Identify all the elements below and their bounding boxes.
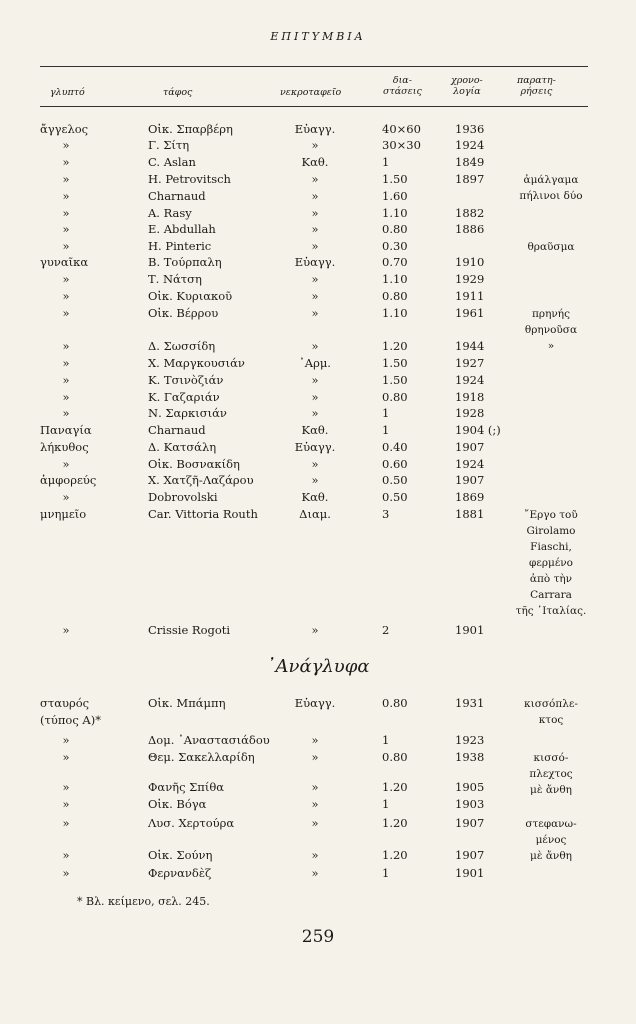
cemetery-name: » xyxy=(311,239,319,253)
relief-row xyxy=(0,780,636,796)
sculpture-row xyxy=(0,155,636,171)
sculpture-type-text: » xyxy=(62,189,70,203)
cemetery-name: » xyxy=(311,623,319,637)
remark-line: Girolamo xyxy=(526,525,576,537)
grave-name: Κ. Τσινὸζιάν xyxy=(148,373,224,387)
grave-name: Οἰκ. Βόγα xyxy=(148,797,207,811)
remark-line: πήλινοι δύο xyxy=(519,190,583,202)
cemetery-name: » xyxy=(311,866,319,880)
grave-name: Οἰκ. Βοσνακίδη xyxy=(148,457,240,471)
dimensions-value: 1 xyxy=(382,423,390,437)
cemetery-name: » xyxy=(311,306,319,320)
sculpture-type xyxy=(40,623,92,637)
sculpture-type xyxy=(40,780,92,794)
sculpture-type-text: » xyxy=(62,289,70,303)
dimensions-value: 2 xyxy=(382,623,390,637)
date-value: 1924 xyxy=(455,373,485,387)
grave-name: Χ. Μαργκουσιάν xyxy=(148,356,245,370)
grave-name: Λυσ. Χερτούρα xyxy=(148,816,235,830)
section-title-reliefs: ᾿Ανάγλυφα xyxy=(266,656,370,677)
remark-line: τῆς ᾿Ιταλίας. xyxy=(515,605,587,617)
sculpture-type xyxy=(40,272,92,286)
date-value: 1886 xyxy=(455,222,485,236)
cemetery-name: Εὐαγγ. xyxy=(294,696,336,710)
grave-name: Τ. Νάτση xyxy=(148,272,202,286)
dimensions-value: 40×60 xyxy=(382,122,421,136)
dimensions-value: 1.10 xyxy=(382,306,408,320)
date-value: 1924 xyxy=(455,457,485,471)
grave-name: Φανῆς Σπίθα xyxy=(148,780,225,794)
sculpture-type-text: σταυρός xyxy=(40,696,90,710)
dimensions-value: 1 xyxy=(382,155,390,169)
grave-name: Οἰκ. Βέρρου xyxy=(148,306,219,320)
date-value: 1903 xyxy=(455,797,485,811)
grave-name: Οἰκ. Σπαρβέρη xyxy=(148,122,233,136)
sculpture-row xyxy=(0,255,636,271)
cemetery-name: Καθ. xyxy=(301,423,329,437)
dimensions-value: 1 xyxy=(382,733,390,747)
header-remarks-line2: ρήσεις xyxy=(520,86,553,97)
cemetery-name: » xyxy=(311,339,319,353)
sculpture-type xyxy=(40,473,118,487)
cemetery-name: » xyxy=(311,733,319,747)
sculpture-type xyxy=(40,206,92,220)
remark-line: » xyxy=(547,340,555,352)
sculpture-type-text: » xyxy=(62,155,70,169)
sculpture-row xyxy=(0,473,636,489)
relief-row xyxy=(0,733,636,749)
date-value: 1901 xyxy=(455,623,485,637)
sculpture-row xyxy=(0,206,636,222)
sculpture-type xyxy=(40,406,92,420)
sculpture-type-text: » xyxy=(62,222,70,236)
running-head: ΕΠΙΤΥΜΒΙΑ xyxy=(270,30,366,43)
sculpture-type-text: » xyxy=(62,406,70,420)
header-dimensions xyxy=(383,75,422,97)
sculpture-row xyxy=(0,623,636,639)
sculpture-type xyxy=(40,750,92,764)
sculpture-type xyxy=(40,457,92,471)
dimensions-value: 0.80 xyxy=(382,222,408,236)
sculpture-type-text: » xyxy=(62,390,70,404)
header-chronology xyxy=(451,75,483,97)
header-dimensions-line1: δια- xyxy=(392,75,412,86)
cemetery-name: » xyxy=(311,138,319,152)
sculpture-row xyxy=(0,390,636,406)
sculpture-type xyxy=(40,816,92,830)
sculpture-type-text: » xyxy=(62,172,70,186)
sculpture-type-text: » xyxy=(62,848,70,862)
remark-line: στεφανω- xyxy=(525,818,577,830)
header-top-rule xyxy=(40,66,588,67)
date-value: 1897 xyxy=(455,172,485,186)
grave-name: Β. Τούρπαλη xyxy=(148,255,222,269)
sculpture-row xyxy=(0,239,636,255)
dimensions-value: 1 xyxy=(382,866,390,880)
date-value: 1936 xyxy=(455,122,485,136)
remark-line: φερμένο xyxy=(529,557,573,569)
remark-line: κισσό- xyxy=(533,752,569,764)
sculpture-type-text: » xyxy=(62,206,70,220)
date-value: 1905 xyxy=(455,780,485,794)
dimensions-value: 1.20 xyxy=(382,816,408,830)
sculpture-row xyxy=(0,138,636,154)
date-value: 1961 xyxy=(455,306,485,320)
header-grave: τάφος xyxy=(163,87,193,98)
remark-line: Fiaschi, xyxy=(530,541,572,553)
date-value: 1931 xyxy=(455,696,485,710)
remarks xyxy=(508,507,594,619)
sculpture-type-text: » xyxy=(62,816,70,830)
sculpture-type-text: » xyxy=(62,306,70,320)
date-value: 1907 xyxy=(455,848,485,862)
dimensions-value: 0.80 xyxy=(382,289,408,303)
sculpture-row xyxy=(0,289,636,305)
sculpture-type-text: Παναγία xyxy=(40,423,92,437)
date-value: 1928 xyxy=(455,406,485,420)
date-value: 1924 xyxy=(455,138,485,152)
dimensions-value: 0.30 xyxy=(382,239,408,253)
sculpture-type-text: γυναῖκα xyxy=(40,255,89,269)
sculpture-row xyxy=(0,507,636,617)
remark-line: Carrara xyxy=(530,589,572,601)
cemetery-name: Εὐαγγ. xyxy=(294,440,336,454)
sculpture-type xyxy=(40,239,92,253)
sculpture-type-text: » xyxy=(62,866,70,880)
relief-row xyxy=(0,696,636,727)
remark-line: μένος xyxy=(535,834,567,846)
sculpture-type-text: » xyxy=(62,750,70,764)
page-number: 259 xyxy=(301,927,335,947)
relief-row xyxy=(0,848,636,864)
sculpture-type xyxy=(40,172,92,186)
header-chronology-line2: λογία xyxy=(453,86,481,97)
cemetery-name: » xyxy=(311,848,319,862)
dimensions-value: 1.60 xyxy=(382,189,408,203)
remark-line: ἀπὸ τὴν xyxy=(529,573,573,585)
dimensions-value: 0.70 xyxy=(382,255,408,269)
date-value: 1918 xyxy=(455,390,485,404)
header-cemetery: νεκροταφεῖο xyxy=(280,87,342,98)
dimensions-value: 1.10 xyxy=(382,272,408,286)
sculpture-type-text: » xyxy=(62,373,70,387)
sculpture-row xyxy=(0,423,636,439)
grave-name: A. Rasy xyxy=(148,206,192,220)
date-value: 1882 xyxy=(455,206,485,220)
cemetery-name: Καθ. xyxy=(301,490,329,504)
grave-name: Θεμ. Σακελλαρίδη xyxy=(148,750,255,764)
sculpture-type-text: λήκυθος xyxy=(40,440,89,454)
sculpture-type-text: » xyxy=(62,138,70,152)
date-value: 1923 xyxy=(455,733,485,747)
grave-name: Δ. Κατσάλη xyxy=(148,440,217,454)
sculpture-type-text: » xyxy=(62,239,70,253)
sculpture-type xyxy=(40,490,92,504)
date-value: 1929 xyxy=(455,272,485,286)
grave-name: C. Aslan xyxy=(148,155,196,169)
sculpture-row xyxy=(0,490,636,506)
dimensions-value: 0.50 xyxy=(382,473,408,487)
grave-name: E. Abdullah xyxy=(148,222,216,236)
remarks xyxy=(508,239,594,255)
dimensions-value: 0.60 xyxy=(382,457,408,471)
sculpture-type-text: ἄγγελος xyxy=(40,122,89,136)
sculpture-type-text: » xyxy=(62,490,70,504)
footnote: * Βλ. κείμενο, σελ. 245. xyxy=(77,895,210,908)
sculpture-row xyxy=(0,189,636,205)
remark-line: θρηνοῦσα xyxy=(524,324,578,336)
sculpture-type xyxy=(40,696,118,730)
grave-name: Ν. Σαρκισιάν xyxy=(148,406,227,420)
date-value: 1910 xyxy=(455,255,485,269)
sculpture-type-text: » xyxy=(62,733,70,747)
grave-name: Crissie Rogoti xyxy=(148,623,231,637)
dimensions-value: 1.50 xyxy=(382,356,408,370)
date-value: 1869 xyxy=(455,490,485,504)
dimensions-value: 1.50 xyxy=(382,172,408,186)
dimensions-value: 1.10 xyxy=(382,206,408,220)
cemetery-name: » xyxy=(311,206,319,220)
date-value: 1904 (;) xyxy=(455,423,501,437)
sculpture-row xyxy=(0,406,636,422)
sculpture-type xyxy=(40,733,92,747)
dimensions-value: 1 xyxy=(382,406,390,420)
sculpture-type xyxy=(40,848,92,862)
remark-line: κτος xyxy=(538,714,564,726)
date-value: 1911 xyxy=(455,289,485,303)
remark-line: πλεχτος xyxy=(529,768,573,780)
cemetery-name: » xyxy=(311,222,319,236)
dimensions-value: 1.20 xyxy=(382,848,408,862)
header-remarks-line1: παρατη- xyxy=(517,75,556,86)
sculpture-type-subtext: (τύπος Α)* xyxy=(40,713,101,727)
dimensions-value: 0.80 xyxy=(382,390,408,404)
cemetery-name: ᾿Αρμ. xyxy=(299,356,331,370)
sculpture-type xyxy=(40,797,92,811)
sculpture-type-text: » xyxy=(62,356,70,370)
dimensions-value: 1.20 xyxy=(382,780,408,794)
sculpture-row xyxy=(0,339,636,355)
sculpture-type xyxy=(40,440,118,454)
sculpture-type xyxy=(40,356,92,370)
dimensions-value: 0.40 xyxy=(382,440,408,454)
sculpture-type xyxy=(40,306,92,320)
grave-name: Οἰκ. Σούνη xyxy=(148,848,213,862)
sculpture-type xyxy=(40,255,118,269)
sculpture-type-text: » xyxy=(62,797,70,811)
sculpture-row xyxy=(0,122,636,138)
cemetery-name: » xyxy=(311,390,319,404)
grave-name: H. Petrovitsch xyxy=(148,172,231,186)
sculpture-type xyxy=(40,339,92,353)
cemetery-name: » xyxy=(311,797,319,811)
date-value: 1907 xyxy=(455,440,485,454)
sculpture-type xyxy=(40,155,92,169)
grave-name: Δομ. ᾿Αναστασιάδου xyxy=(148,733,270,747)
sculpture-type xyxy=(40,423,118,437)
cemetery-name: » xyxy=(311,373,319,387)
date-value: 1938 xyxy=(455,750,485,764)
cemetery-name: Εὐαγγ. xyxy=(294,255,336,269)
cemetery-name: » xyxy=(311,189,319,203)
dimensions-value: 1.50 xyxy=(382,373,408,387)
header-bottom-rule xyxy=(40,106,588,107)
date-value: 1944 xyxy=(455,339,485,353)
sculpture-type xyxy=(40,373,92,387)
date-value: 1907 xyxy=(455,473,485,487)
cemetery-name: » xyxy=(311,272,319,286)
relief-row xyxy=(0,866,636,882)
cemetery-name: Καθ. xyxy=(301,155,329,169)
date-value: 1881 xyxy=(455,507,485,521)
cemetery-name: Διαμ. xyxy=(299,507,331,521)
remark-line: θραῦσμα xyxy=(527,241,575,253)
sculpture-type xyxy=(40,390,92,404)
header-remarks xyxy=(517,75,556,97)
cemetery-name: » xyxy=(311,172,319,186)
dimensions-value: 0.80 xyxy=(382,696,408,710)
dimensions-value: 3 xyxy=(382,507,390,521)
remark-line: ῎Εργο τοῦ xyxy=(524,509,578,521)
remark-line: κισσόπλε- xyxy=(524,698,578,710)
grave-name: Dobrovolski xyxy=(148,490,218,504)
sculpture-row xyxy=(0,457,636,473)
grave-name: Car. Vittoria Routh xyxy=(148,507,258,521)
remark-line: μὲ ἄνθη xyxy=(530,784,572,796)
remark-line: πρηνής xyxy=(532,308,570,320)
remark-line: μὲ ἄνθη xyxy=(530,850,572,862)
grave-name: Χ. Χατζῆ-Λαζάρου xyxy=(148,473,254,487)
dimensions-value: 0.50 xyxy=(382,490,408,504)
grave-name: Οἰκ. Κυριακοῦ xyxy=(148,289,233,303)
cemetery-name: » xyxy=(311,457,319,471)
sculpture-type xyxy=(40,289,92,303)
cemetery-name: Εὐαγγ. xyxy=(294,122,336,136)
relief-row xyxy=(0,797,636,813)
sculpture-type xyxy=(40,189,92,203)
dimensions-value: 30×30 xyxy=(382,138,421,152)
cemetery-name: » xyxy=(311,289,319,303)
sculpture-type-text: » xyxy=(62,272,70,286)
sculpture-row xyxy=(0,373,636,389)
remark-line: ἀμάλγαμα xyxy=(523,174,579,186)
date-value: 1849 xyxy=(455,155,485,169)
header-chronology-line1: χρονο- xyxy=(451,75,483,86)
sculpture-row xyxy=(0,272,636,288)
sculpture-type xyxy=(40,507,118,521)
grave-name: Φερνανδὲζ xyxy=(148,866,212,880)
grave-name: H. Pinteric xyxy=(148,239,212,253)
dimensions-value: 0.80 xyxy=(382,750,408,764)
sculpture-type-text: ἀμφορεύς xyxy=(40,473,97,487)
sculpture-type xyxy=(40,222,92,236)
remarks xyxy=(508,696,594,728)
date-value: 1927 xyxy=(455,356,485,370)
sculpture-row xyxy=(0,356,636,372)
sculpture-type-text: μνημεῖο xyxy=(40,507,87,521)
sculpture-type-text: » xyxy=(62,339,70,353)
date-value: 1907 xyxy=(455,816,485,830)
cemetery-name: » xyxy=(311,406,319,420)
sculpture-type xyxy=(40,138,92,152)
grave-name: Οἰκ. Μπάμπη xyxy=(148,696,226,710)
sculpture-type-text: » xyxy=(62,457,70,471)
sculpture-type xyxy=(40,866,92,880)
sculpture-row xyxy=(0,440,636,456)
sculpture-type-text: » xyxy=(62,623,70,637)
grave-name: Charnaud xyxy=(148,189,206,203)
cemetery-name: » xyxy=(311,816,319,830)
date-value: 1901 xyxy=(455,866,485,880)
grave-name: Charnaud xyxy=(148,423,206,437)
sculpture-type xyxy=(40,122,118,136)
grave-name: Γ. Σίτη xyxy=(148,138,190,152)
grave-name: Κ. Γαζαριάν xyxy=(148,390,220,404)
header-dimensions-line2: στάσεις xyxy=(383,86,422,97)
sculpture-type-text: » xyxy=(62,780,70,794)
cemetery-name: » xyxy=(311,750,319,764)
cemetery-name: » xyxy=(311,780,319,794)
grave-name: Δ. Σωσσίδη xyxy=(148,339,216,353)
cemetery-name: » xyxy=(311,473,319,487)
header-sculpture: γλυπτό xyxy=(50,87,85,98)
sculpture-row xyxy=(0,222,636,238)
dimensions-value: 1 xyxy=(382,797,390,811)
dimensions-value: 1.20 xyxy=(382,339,408,353)
